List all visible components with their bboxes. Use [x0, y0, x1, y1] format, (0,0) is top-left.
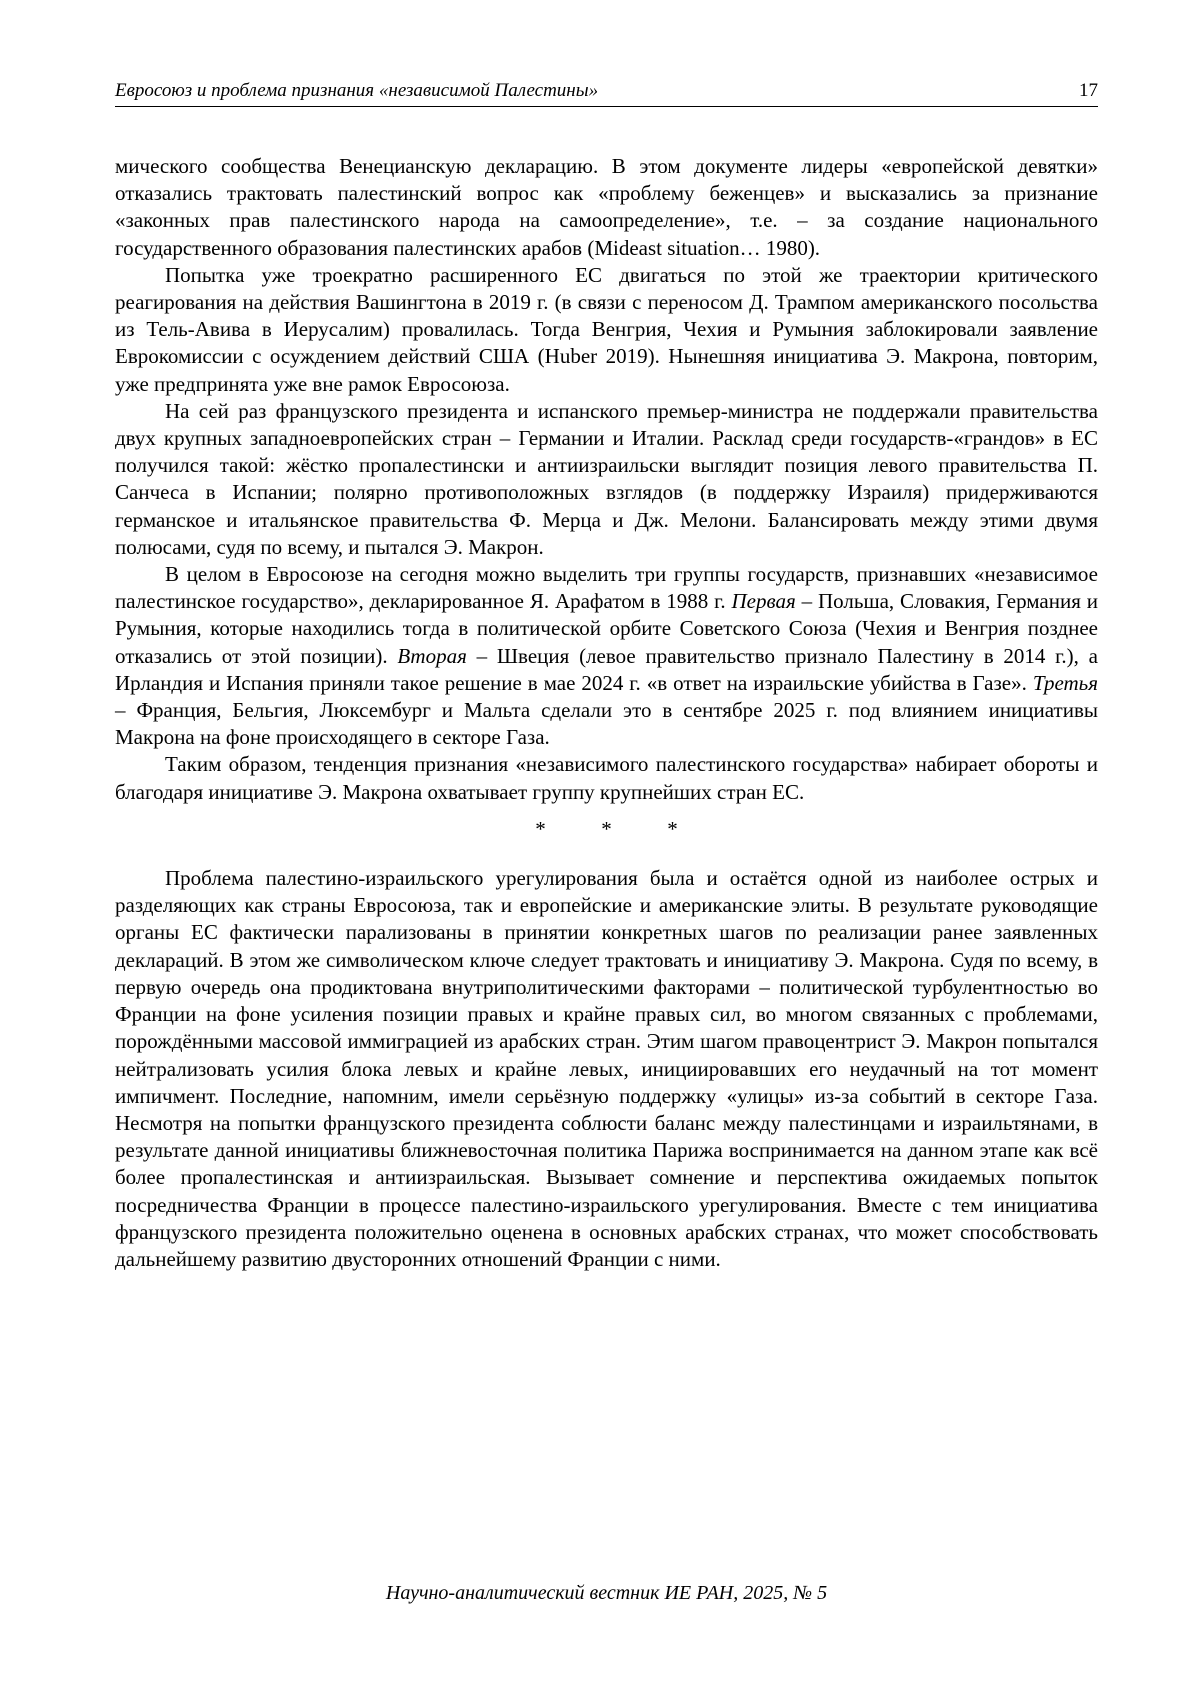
- separator-asterisk: *: [601, 816, 612, 841]
- separator-asterisk: *: [667, 816, 678, 841]
- paragraph-5: Таким образом, тенденция признания «независимого палестинского государства» набирает обороты и благодаря инициативе Э. Макрона охватывает группу крупнейших стран ЕС.: [115, 752, 1098, 804]
- first-group-label: Первая: [731, 589, 796, 614]
- paragraph-continued: мического сообщества Венецианскую декларацию. В этом документе лидеры «европейской девятки» отказались трактовать палестинский вопрос как «проблему беженцев» и высказались за признание «законных прав палестинского народа на самоопределение», т.е. – за создание национального государственного образования палестинских арабов (Mideast situation… 1980).: [115, 154, 1098, 260]
- running-header: [115, 80, 1098, 107]
- paragraph-conclusion: Проблема палестино-израильского урегулирования была и остаётся одной из наиболее острых и разделяющих как страны Евросоюза, так и европейские и американские элиты. В результате руководящие органы ЕС фактически парализованы в принятии конкретных шагов по реализации ранее заявленных деклараций. В этом же символическом ключе следует трактовать и инициативу Э. Макрона. Судя по всему, в первую очередь она продиктована внутриполитическими факторами – политической турбулентностью во Франции на фоне усиления позиции правых и крайне правых сил, во многом связанных с проблемами, порождёнными массовой иммиграцией из арабских стран. Этим шагом правоцентрист Э. Макрон попытался нейтрализовать усилия блока левых и крайне левых, инициировавших его неудачный на тот момент импичмент. Последние, напомним, имели серьёзную поддержку «улицы» из-за событий в секторе Газа. Несмотря на попытки французского президента соблюсти баланс между палестинцами и израильтянами, в результате данной инициативы ближневосточная политика Парижа воспринимается на данном этапе как всё более пропалестинская и антиизраильская. Вызывает сомнение и перспектива ожидаемых попыток посредничества Франции в процессе палестино-израильского урегулирования. Вместе с тем инициатива французского президента положительно оценена в основных арабских странах, что может способствовать дальнейшему развитию двусторонних отношений Франции с ними.: [115, 866, 1098, 1271]
- journal-footer: Научно-аналитический вестник ИЕ РАН, 2025, № 5: [385, 1582, 828, 1604]
- paragraph-3: На сей раз французского президента и испанского премьер-министра не поддержали правительства двух крупных западноевропейских стран – Германии и Италии. Расклад среди государств-«грандов» в ЕС получился такой: жёстко пропалестински и антиизраильски выглядит позиция левого правительства П. Санчеса в Испании; полярно противоположных взглядов (в поддержку Израиля) придерживаются германское и итальянское правительства Ф. Мерца и Дж. Мелони. Балансировать между этими двумя полюсами, судя по всему, и пытался Э. Макрон.: [115, 398, 1098, 559]
- article-body: [115, 153, 1098, 1273]
- paragraph-4-part-c: – Швеция (левое правительство признало Палестину в 2014 г.), а Ирландия и Испания приняли такое решение в мае 2024 г. «в ответ на израильские убийства в Газе».: [115, 643, 1098, 695]
- paragraph-4-part-a: В целом в Евросоюзе на сегодня можно выделить три группы государств, признавших «независимое палестинское государство», декларированное Я. Арафатом в 1988 г.: [115, 562, 1098, 614]
- running-title: Евросоюз и проблема признания «независимой Палестины»: [115, 80, 599, 101]
- page-number: 17: [1079, 80, 1098, 101]
- second-group-label: Вторая: [397, 643, 467, 668]
- paragraph-4: [115, 561, 1098, 751]
- separator-asterisk: *: [535, 816, 546, 841]
- document-page: [115, 80, 1098, 1604]
- third-group-label: Третья: [1032, 670, 1098, 695]
- paragraph-4-part-b: – Польша, Словакия, Германия и Румыния, которые находились тогда в политической орбите Советского Союза (Чехия и Венгрия позднее отказались от этой позиции).: [115, 589, 1098, 668]
- paragraph-2: Попытка уже троекратно расширенного ЕС двигаться по этой же траектории критического реагирования на действия Вашингтона в 2019 г. (в связи с переносом Д. Трампом американского посольства из Тель-Авива в Иерусалим) провалилась. Тогда Венгрия, Чехия и Румыния заблокировали заявление Еврокомиссии с осуждением действий США (Huber 2019). Нынешняя инициатива Э. Макрона, повторим, уже предпринята уже вне рамок Евросоюза.: [115, 262, 1098, 396]
- section-separator: [115, 816, 1098, 843]
- paragraph-4-part-d: – Франция, Бельгия, Люксембург и Мальта сделали это в сентябре 2025 г. под влиянием инициативы Макрона на фоне происходящего в секторе Газа.: [115, 698, 1098, 750]
